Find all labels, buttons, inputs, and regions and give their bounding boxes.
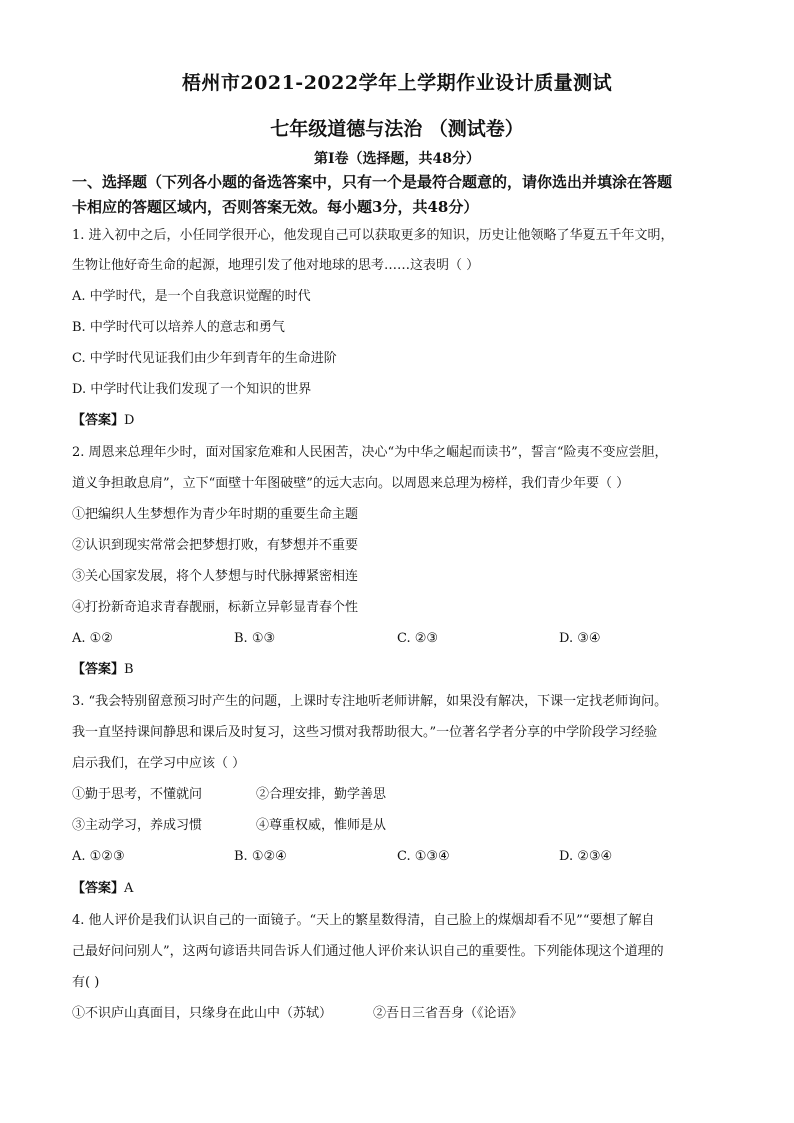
q2-option-b: B. ①③	[234, 631, 276, 646]
q4-statement-1: ①不识庐山真面目，只缘身在此山中（苏轼）	[72, 1006, 333, 1021]
section-heading-line-2: 卡相应的答题区域内，否则答案无效。每小题3分，共48分）	[72, 198, 479, 216]
q1-option-c: C. 中学时代见证我们由少年到青年的生命进阶	[72, 351, 337, 366]
q4-stem-line-2: 己最好问问别人”，这两句谚语共同告诉人们通过他人评价来认识自己的重要性。下列能体现这个道理的	[72, 944, 664, 959]
q2-option-c: C. ②③	[397, 631, 439, 646]
q1-option-a: A. 中学时代，是一个自我意识觉醒的时代	[72, 289, 311, 304]
q1-option-d: D. 中学时代让我们发现了一个知识的世界	[72, 382, 312, 397]
q3-option-b: B. ①②④	[234, 849, 287, 864]
q3-statement-2: ②合理安排，勤学善思	[256, 787, 387, 802]
q2-option-a: A. ①②	[72, 631, 113, 646]
q2-stem-line-1: 2. 周恩来总理年少时，面对国家危难和人民困苦，决心“为中华之崛起而读书”，誓言“险夷不变应尝胆，	[72, 445, 668, 460]
q2-option-d: D. ③④	[559, 631, 601, 646]
q1-stem-line-2: 生物让他好奇生命的起源，地理引发了他对地球的思考……这表明（ ）	[72, 258, 480, 273]
q3-statement-1: ①勤于思考，不懂就问	[72, 787, 203, 802]
q3-answer-label: 【答案】	[72, 881, 125, 896]
q2-answer-label: 【答案】	[72, 662, 125, 677]
page-subtitle: 七年级道德与法治 （测试卷）	[270, 118, 524, 140]
part-heading: 第I卷（选择题，共48分）	[313, 151, 481, 167]
q3-statement-4: ④尊重权威，惟师是从	[256, 818, 387, 833]
q3-answer	[72, 879, 133, 899]
q1-answer-value: D	[124, 413, 135, 428]
q4-stem-line-1: 4. 他人评价是我们认识自己的一面镜子。“天上的繁星数得清，自己脸上的煤烟却看不见”“要想了解自	[72, 913, 655, 928]
q2-stem-line-2: 道义争担敢息肩”，立下“面壁十年图破壁”的远大志向。以周恩来总理为榜样，我们青少年要（ ）	[72, 476, 630, 491]
q3-option-d: D. ②③④	[559, 849, 613, 864]
q4-statement-2: ②吾日三省吾身（《论语》	[373, 1006, 523, 1021]
q1-stem-line-1: 1. 进入初中之后，小任同学很开心，他发现自己可以获取更多的知识，历史让他领略了华夏五千年文明，	[72, 228, 674, 243]
q1-answer	[72, 411, 134, 431]
q3-stem-line-3: 启示我们，在学习中应该（ ）	[72, 756, 246, 771]
q2-statement-3: ③关心国家发展，将个人梦想与时代脉搏紧密相连	[72, 569, 359, 584]
q3-stem-line-2: 我一直坚持课间静思和课后及时复习，这些习惯对我帮助很大。”一位著名学者分享的中学阶段学习经验	[72, 725, 658, 740]
section-heading-line-1: 一、选择题（下列各小题的备选答案中，只有一个是最符合题意的，请你选出并填涂在答题	[72, 173, 673, 191]
page-title: 梧州市2021-2022学年上学期作业设计质量测试	[181, 72, 613, 94]
q3-stem-line-1: 3. “我会特别留意预习时产生的问题，上课时专注地听老师讲解，如果没有解决，下课一定找老师询问。	[72, 694, 668, 709]
q3-option-c: C. ①③④	[397, 849, 450, 864]
q3-statement-3: ③主动学习，养成习惯	[72, 818, 203, 833]
q1-option-b: B. 中学时代可以培养人的意志和勇气	[72, 320, 285, 335]
q3-option-a: A. ①②③	[72, 849, 125, 864]
q2-statement-1: ①把编织人生梦想作为青少年时期的重要生命主题	[72, 507, 359, 522]
q2-statement-2: ②认识到现实常常会把梦想打败，有梦想并不重要	[72, 538, 359, 553]
q2-answer	[72, 660, 134, 680]
q2-statement-4: ④打扮新奇追求青春靓丽，标新立异彰显青春个性	[72, 600, 359, 615]
q3-answer-value: A	[124, 881, 134, 896]
q1-answer-label: 【答案】	[72, 413, 125, 428]
q2-answer-value: B	[124, 662, 134, 677]
section-heading	[72, 170, 732, 220]
q4-stem-line-3: 有( )	[72, 975, 100, 990]
